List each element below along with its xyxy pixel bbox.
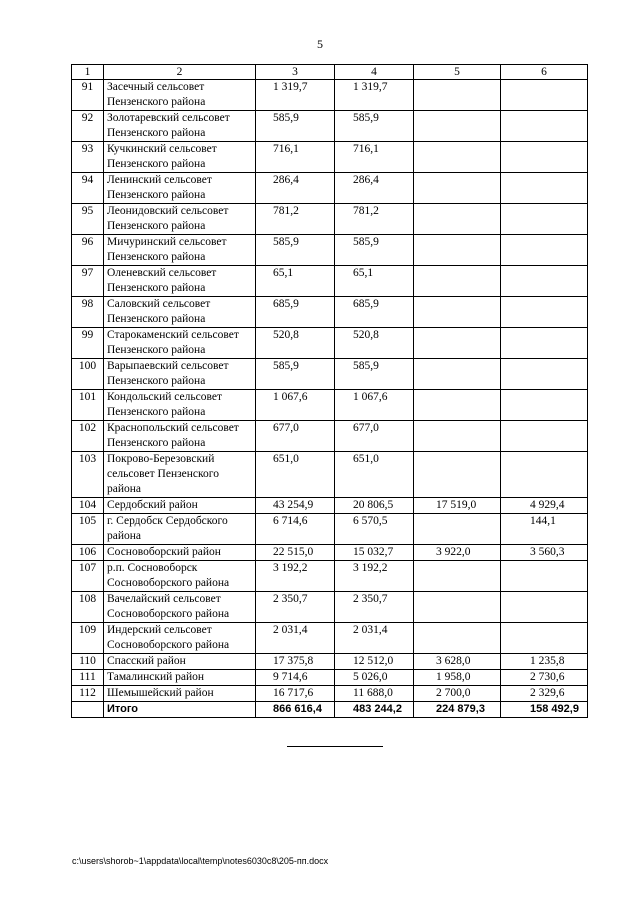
total-label: Итого [104, 702, 256, 718]
row-col3-value: 16 717,6 [256, 686, 335, 702]
table-row [72, 359, 588, 390]
row-name: Саловский сельсовет Пензенского района [104, 297, 256, 328]
row-name: Вачелайский сельсовет Сосновоборского района [104, 592, 256, 623]
row-col6-value: 2 329,6 [501, 686, 588, 702]
row-col3-value: 286,4 [256, 173, 335, 204]
table-row [72, 173, 588, 204]
row-col3-value: 43 254,9 [256, 498, 335, 514]
total-row [72, 702, 588, 718]
table-row [72, 686, 588, 702]
separator-line [287, 746, 383, 747]
row-col4-value: 781,2 [335, 204, 414, 235]
row-col5-value [414, 266, 501, 297]
table-row [72, 545, 588, 561]
header-row [72, 65, 588, 80]
row-col6-value [501, 359, 588, 390]
row-col5-value [414, 623, 501, 654]
total-number-cell [72, 702, 104, 718]
row-col6-value: 1 235,8 [501, 654, 588, 670]
row-col6-value [501, 421, 588, 452]
column-header: 5 [414, 65, 501, 80]
row-col4-value: 12 512,0 [335, 654, 414, 670]
row-col4-value: 677,0 [335, 421, 414, 452]
row-col3-value: 781,2 [256, 204, 335, 235]
row-col6-value: 2 730,6 [501, 670, 588, 686]
row-col4-value: 1 067,6 [335, 390, 414, 421]
row-number: 96 [72, 235, 104, 266]
row-col5-value [414, 359, 501, 390]
row-col5-value [414, 80, 501, 111]
row-col3-value: 685,9 [256, 297, 335, 328]
row-col6-value [501, 390, 588, 421]
total-col5-value: 224 879,3 [414, 702, 501, 718]
table-row [72, 80, 588, 111]
row-name: Леонидовский сельсовет Пензенского района [104, 204, 256, 235]
row-col5-value: 3 628,0 [414, 654, 501, 670]
row-number: 99 [72, 328, 104, 359]
row-col6-value [501, 297, 588, 328]
page-number: 5 [317, 37, 323, 51]
row-number: 94 [72, 173, 104, 204]
row-name: Мичуринский сельсовет Пензенского района [104, 235, 256, 266]
row-col6-value: 144,1 [501, 514, 588, 545]
row-col6-value [501, 561, 588, 592]
row-name: Сердобский район [104, 498, 256, 514]
table-row [72, 235, 588, 266]
row-col3-value: 17 375,8 [256, 654, 335, 670]
row-col5-value [414, 204, 501, 235]
row-col5-value [414, 142, 501, 173]
table-row [72, 452, 588, 498]
row-col3-value: 716,1 [256, 142, 335, 173]
total-col4-value: 483 244,2 [335, 702, 414, 718]
row-col6-value [501, 204, 588, 235]
column-header: 6 [501, 65, 588, 80]
row-name: Покрово-Березовский сельсовет Пензенского района [104, 452, 256, 498]
row-col5-value [414, 592, 501, 623]
row-col4-value: 65,1 [335, 266, 414, 297]
table-row [72, 328, 588, 359]
table-row [72, 421, 588, 452]
table-row [72, 592, 588, 623]
row-col4-value: 20 806,5 [335, 498, 414, 514]
row-col3-value: 6 714,6 [256, 514, 335, 545]
row-col3-value: 22 515,0 [256, 545, 335, 561]
row-col5-value: 2 700,0 [414, 686, 501, 702]
row-col5-value: 3 922,0 [414, 545, 501, 561]
row-name: Ленинский сельсовет Пензенского района [104, 173, 256, 204]
row-col6-value: 4 929,4 [501, 498, 588, 514]
row-col6-value: 3 560,3 [501, 545, 588, 561]
row-col5-value [414, 514, 501, 545]
table-row [72, 561, 588, 592]
row-col6-value [501, 173, 588, 204]
row-number: 109 [72, 623, 104, 654]
row-name: Тамалинский район [104, 670, 256, 686]
row-number: 102 [72, 421, 104, 452]
row-col3-value: 9 714,6 [256, 670, 335, 686]
row-col3-value: 520,8 [256, 328, 335, 359]
row-col4-value: 2 031,4 [335, 623, 414, 654]
row-number: 101 [72, 390, 104, 421]
row-col4-value: 585,9 [335, 235, 414, 266]
row-number: 98 [72, 297, 104, 328]
row-name: Оленевский сельсовет Пензенского района [104, 266, 256, 297]
row-col4-value: 286,4 [335, 173, 414, 204]
total-col3-value: 866 616,4 [256, 702, 335, 718]
table-row [72, 498, 588, 514]
row-col3-value: 585,9 [256, 235, 335, 266]
row-col6-value [501, 328, 588, 359]
row-col5-value [414, 452, 501, 498]
row-col5-value [414, 421, 501, 452]
table-row [72, 204, 588, 235]
row-col3-value: 1 067,6 [256, 390, 335, 421]
row-col4-value: 6 570,5 [335, 514, 414, 545]
row-number: 91 [72, 80, 104, 111]
table-row [72, 390, 588, 421]
row-name: Индерский сельсовет Сосновоборского района [104, 623, 256, 654]
row-name: Кучкинский сельсовет Пензенского района [104, 142, 256, 173]
table-row [72, 266, 588, 297]
row-number: 112 [72, 686, 104, 702]
row-col6-value [501, 235, 588, 266]
row-number: 105 [72, 514, 104, 545]
row-col5-value [414, 111, 501, 142]
row-col5-value [414, 328, 501, 359]
row-name: Кондольский сельсовет Пензенского района [104, 390, 256, 421]
row-number: 104 [72, 498, 104, 514]
table-row [72, 670, 588, 686]
row-col3-value: 65,1 [256, 266, 335, 297]
row-number: 93 [72, 142, 104, 173]
row-col4-value: 651,0 [335, 452, 414, 498]
row-col4-value: 15 032,7 [335, 545, 414, 561]
row-col3-value: 2 350,7 [256, 592, 335, 623]
table-body [72, 80, 588, 718]
row-name: Старокаменский сельсовет Пензенского района [104, 328, 256, 359]
table-row [72, 111, 588, 142]
row-number: 97 [72, 266, 104, 297]
row-col5-value: 17 519,0 [414, 498, 501, 514]
row-name: Шемышейский район [104, 686, 256, 702]
footer-file-path: c:\users\shorob~1\appdata\local\temp\notes6030c8\205-пп.docx [72, 856, 329, 866]
row-number: 100 [72, 359, 104, 390]
row-col3-value: 585,9 [256, 359, 335, 390]
row-col4-value: 5 026,0 [335, 670, 414, 686]
row-col4-value: 520,8 [335, 328, 414, 359]
row-col5-value [414, 235, 501, 266]
row-name: г. Сердобск Сердобского района [104, 514, 256, 545]
row-col6-value [501, 266, 588, 297]
row-col5-value [414, 390, 501, 421]
row-col4-value: 3 192,2 [335, 561, 414, 592]
row-col3-value: 3 192,2 [256, 561, 335, 592]
row-col4-value: 585,9 [335, 111, 414, 142]
row-col4-value: 2 350,7 [335, 592, 414, 623]
table-row [72, 297, 588, 328]
row-number: 108 [72, 592, 104, 623]
row-col5-value [414, 297, 501, 328]
row-col6-value [501, 142, 588, 173]
budget-table [71, 64, 588, 718]
column-header: 2 [104, 65, 256, 80]
table-row [72, 514, 588, 545]
row-name: Засечный сельсовет Пензенского района [104, 80, 256, 111]
row-number: 92 [72, 111, 104, 142]
table-row [72, 142, 588, 173]
row-col3-value: 677,0 [256, 421, 335, 452]
row-number: 107 [72, 561, 104, 592]
table-row [72, 654, 588, 670]
row-col3-value: 651,0 [256, 452, 335, 498]
column-header: 4 [335, 65, 414, 80]
row-name: р.п. Сосновоборск Сосновоборского района [104, 561, 256, 592]
row-col4-value: 11 688,0 [335, 686, 414, 702]
total-col6-value: 158 492,9 [501, 702, 588, 718]
row-col6-value [501, 111, 588, 142]
row-col6-value [501, 452, 588, 498]
row-col3-value: 585,9 [256, 111, 335, 142]
row-number: 95 [72, 204, 104, 235]
row-number: 106 [72, 545, 104, 561]
row-name: Краснопольский сельсовет Пензенского района [104, 421, 256, 452]
table-row [72, 623, 588, 654]
row-number: 110 [72, 654, 104, 670]
row-col4-value: 685,9 [335, 297, 414, 328]
column-header: 1 [72, 65, 104, 80]
row-col6-value [501, 592, 588, 623]
column-header: 3 [256, 65, 335, 80]
row-col3-value: 2 031,4 [256, 623, 335, 654]
row-col6-value [501, 623, 588, 654]
row-col4-value: 1 319,7 [335, 80, 414, 111]
row-number: 111 [72, 670, 104, 686]
row-col4-value: 585,9 [335, 359, 414, 390]
row-name: Золотаревский сельсовет Пензенского района [104, 111, 256, 142]
row-name: Сосновоборский район [104, 545, 256, 561]
row-number: 103 [72, 452, 104, 498]
row-col5-value [414, 561, 501, 592]
row-col6-value [501, 80, 588, 111]
row-col5-value [414, 173, 501, 204]
row-col3-value: 1 319,7 [256, 80, 335, 111]
row-col4-value: 716,1 [335, 142, 414, 173]
row-name: Варыпаевский сельсовет Пензенского района [104, 359, 256, 390]
row-name: Спасский район [104, 654, 256, 670]
row-col5-value: 1 958,0 [414, 670, 501, 686]
